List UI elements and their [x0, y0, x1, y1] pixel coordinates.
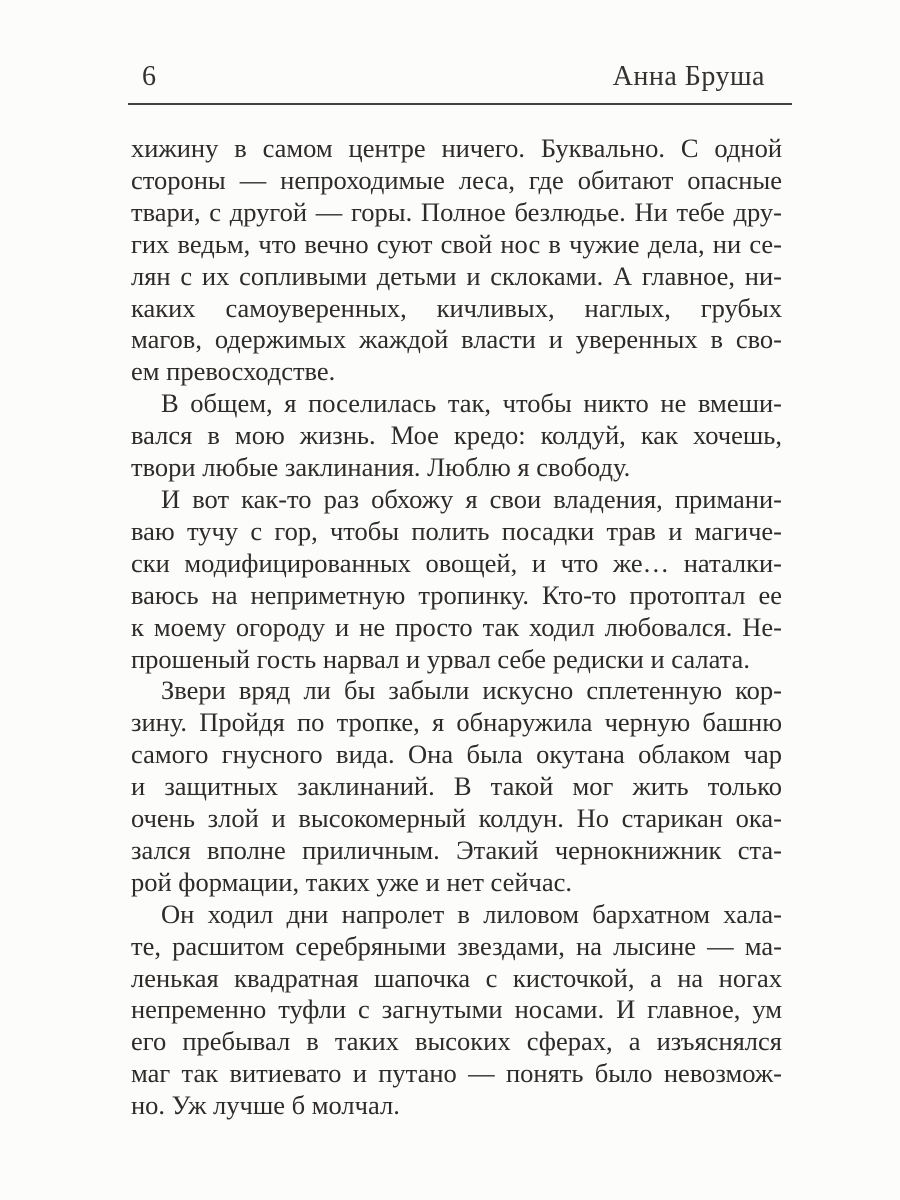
text-line: и защитных заклинаний. В такой мог жить только [131, 771, 782, 802]
text-line: магов, одержимых жаждой власти и уверенных в сво- [131, 324, 782, 355]
paragraph [131, 675, 782, 898]
text-line: твори любые заклинания. Люблю я свободу. [131, 452, 631, 483]
text-line: вался в мою жизнь. Мое кредо: колдуй, как хочешь, [131, 420, 782, 451]
text-line: ски модифицированных овощей, и что же… наталки- [131, 547, 782, 578]
running-head-author: Анна Бруша [612, 61, 765, 92]
text-line: его пребывал в таких высоких сферах, а изъяснялся [131, 1026, 782, 1057]
text-line: Звери вряд ли бы забыли искусно сплетенную кор- [161, 675, 782, 706]
text-line: ваю тучу с гор, чтобы полить посадки трав и магиче- [131, 515, 782, 546]
text-line: хижину в самом центре ничего. Буквально. С одной [131, 133, 782, 163]
text-line: ваюсь на неприметную тропинку. Кто-то протоптал ее [131, 579, 782, 610]
text-line: зался вполне приличным. Этакий чернокнижник ста- [131, 834, 782, 865]
text-line: твари, с другой — горы. Полное безлюдье. Ни тебе дру- [131, 196, 782, 227]
text-line: самого гнусного вида. Она была окутана облаком чар [131, 739, 782, 770]
text-line: гих ведьм, что вечно суют свой нос в чужие дела, ни се- [131, 228, 782, 259]
page-number: 6 [142, 61, 156, 92]
text-line: очень злой и высокомерный колдун. Но старикан ока- [131, 803, 782, 834]
text-line: к моему огороду и не просто так ходил любовался. Не- [131, 611, 782, 642]
paragraph [131, 388, 782, 484]
text-line: маг так витиевато и путано — понять было невозмож- [131, 1058, 782, 1089]
text-line: Он ходил дни напролет в лиловом бархатном хала- [161, 898, 782, 929]
text-line: ем превосходстве. [131, 356, 336, 387]
page-text [131, 133, 782, 1122]
text-line: прошеный гость нарвал и урвал себе редиски и салата. [131, 643, 750, 674]
text-line: В общем, я поселилась так, чтобы никто не вмеши- [161, 388, 782, 419]
text-line: те, расшитом серебряными звездами, на лысине — ма- [131, 930, 782, 961]
paragraph [131, 899, 782, 1122]
text-line: зину. Пройдя по тропке, я обнаружила черную башню [131, 707, 782, 738]
text-line: И вот как-то раз обхожу я свои владения, примани- [161, 483, 782, 514]
text-line: но. Уж лучше б молчал. [131, 1090, 400, 1121]
header-rule [128, 103, 792, 105]
paragraph [131, 133, 782, 388]
text-line: ленькая квадратная шапочка с кисточкой, а на ногах [131, 962, 782, 993]
text-line: каких самоуверенных, кичливых, наглых, грубых [131, 292, 782, 323]
text-line: рой формации, таких уже и нет сейчас. [131, 866, 573, 897]
text-line: стороны — непроходимые леса, где обитают опасные [131, 164, 782, 195]
text-line: непременно туфли с загнутыми носами. И главное, ум [131, 994, 782, 1025]
text-line: лян с их сопливыми детьми и склоками. А главное, ни- [131, 260, 782, 291]
paragraph [131, 484, 782, 675]
